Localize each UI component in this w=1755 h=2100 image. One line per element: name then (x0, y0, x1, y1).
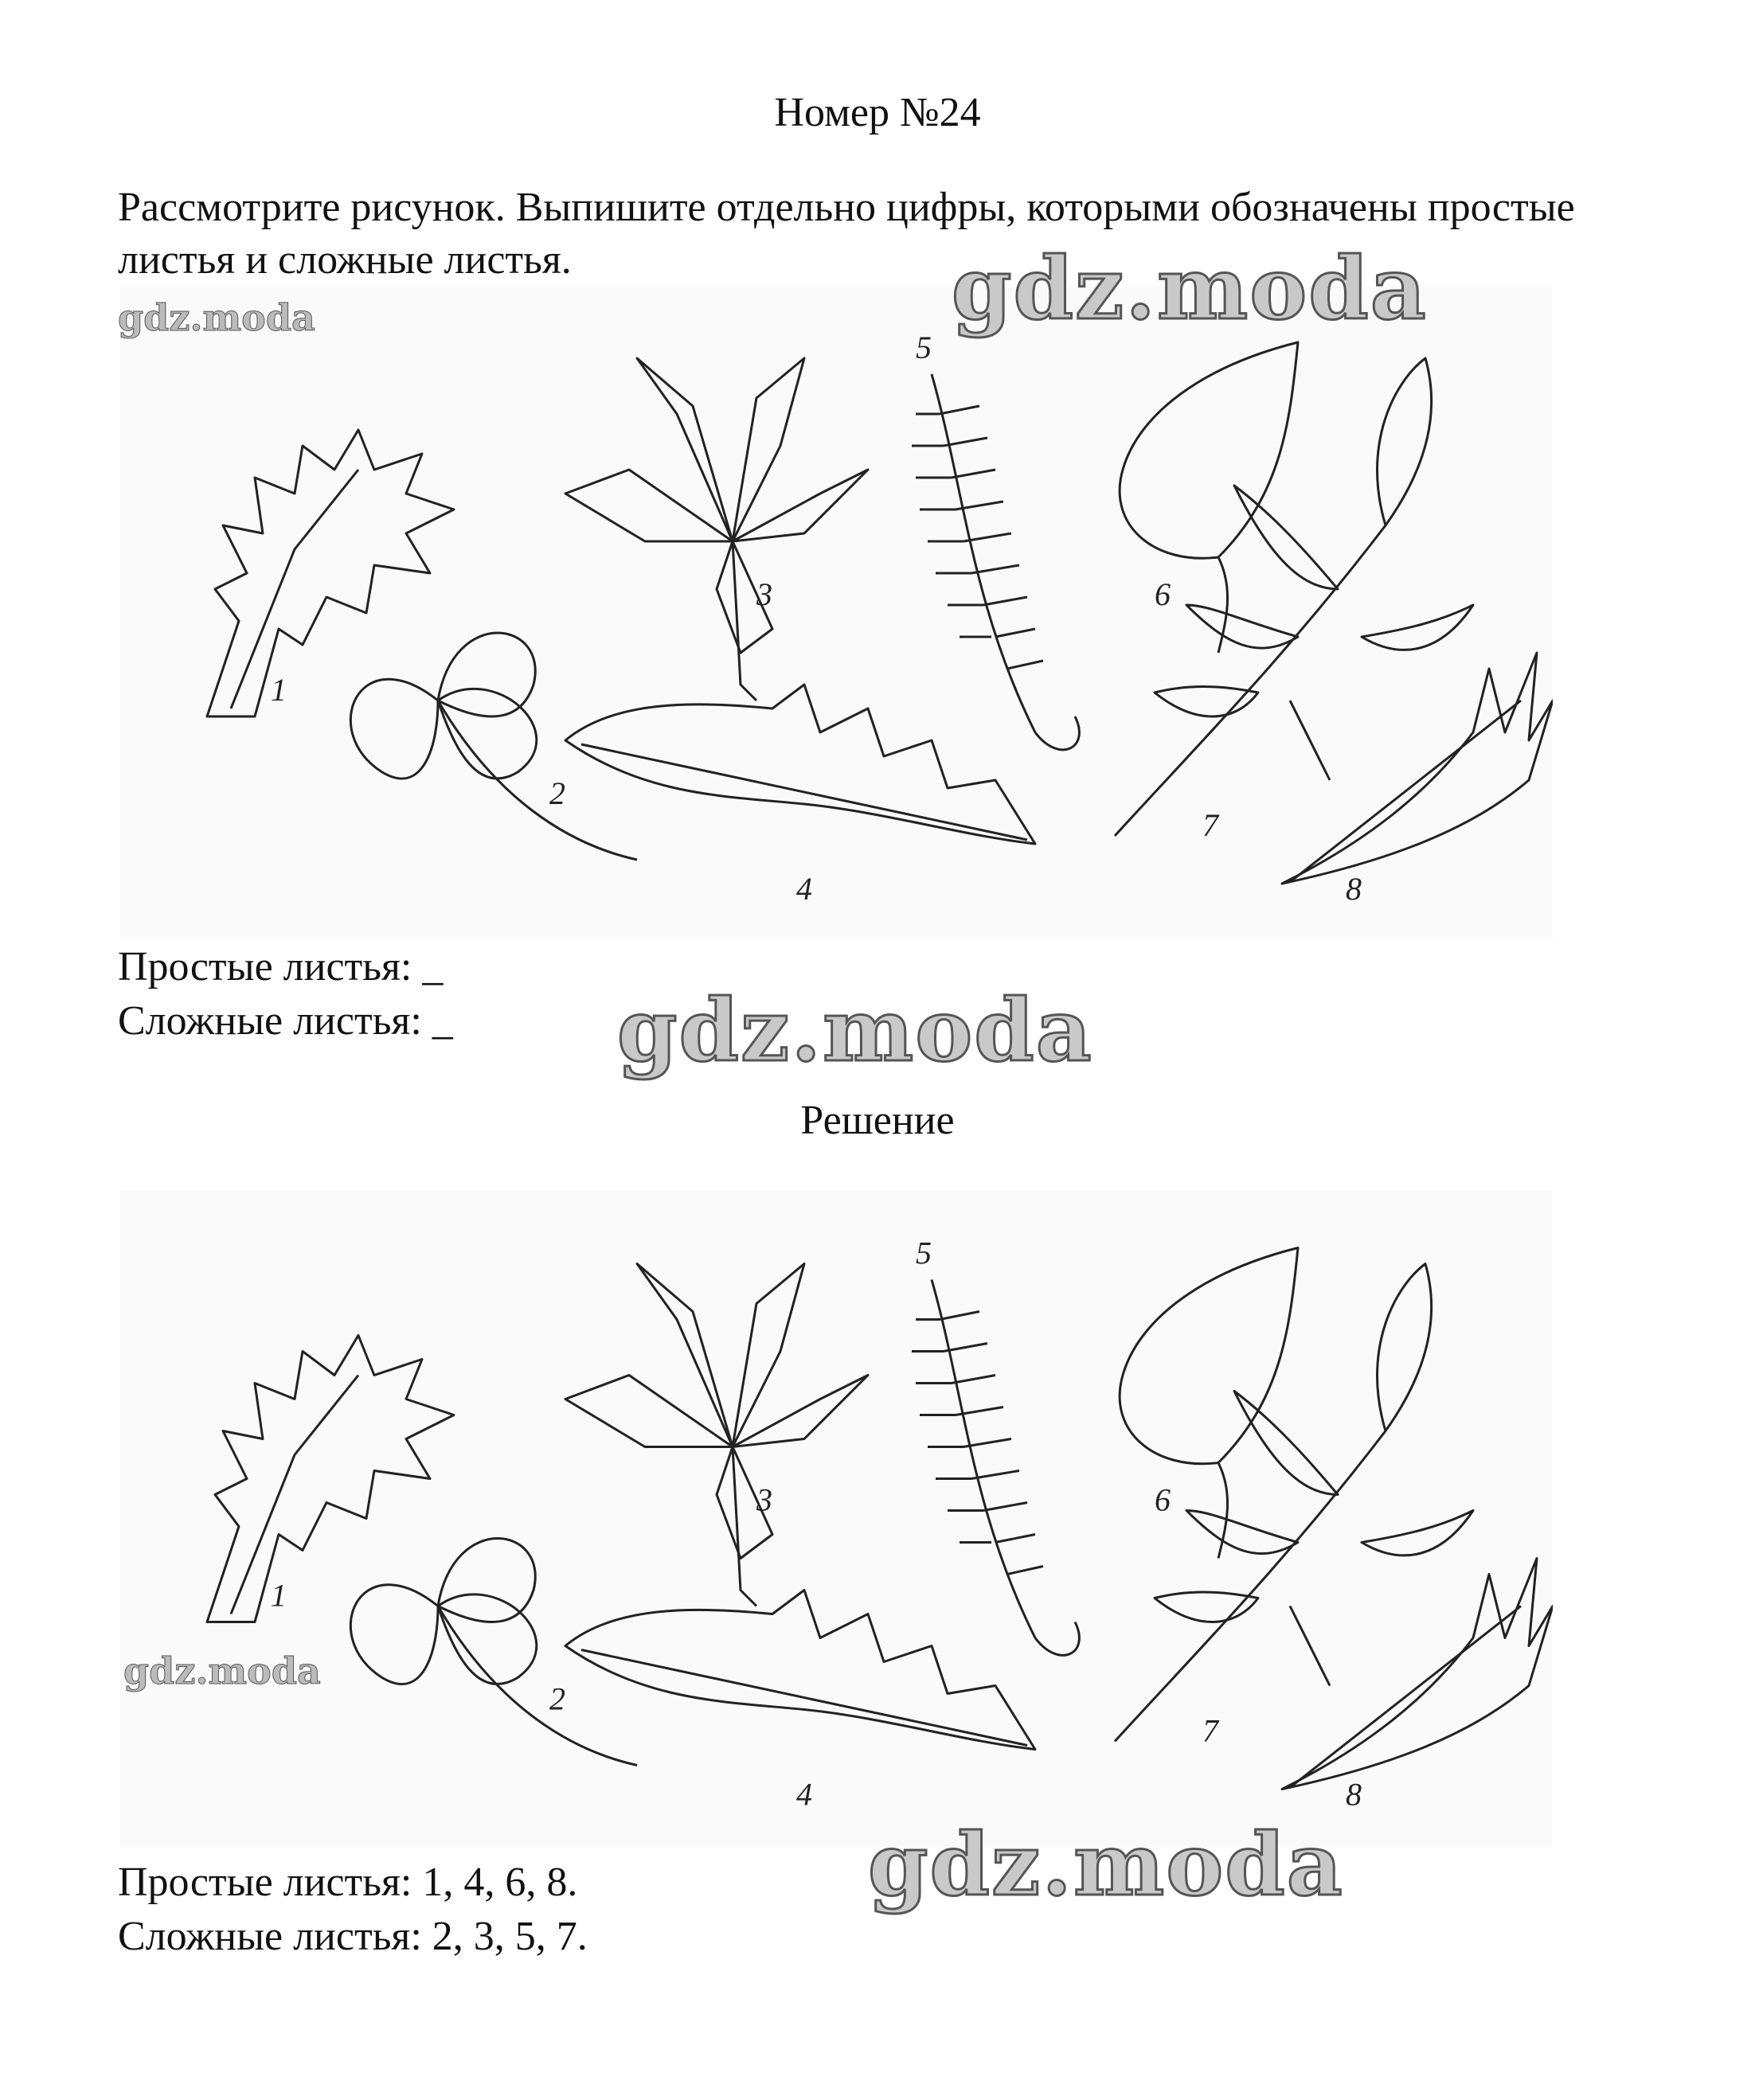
leaf-1-icon (207, 1336, 454, 1622)
leaf-label-1: 1 (271, 1577, 287, 1614)
leaf-label-7: 7 (1202, 807, 1218, 843)
solution-heading: Решение (800, 1098, 955, 1143)
watermark: gdz.moda (118, 296, 315, 339)
leaf-label-7: 7 (1202, 1712, 1218, 1749)
question-text: Рассмотрите рисунок. Выпишите отдельно цифры, которыми обозначены простые листья и сложные листья. (118, 185, 1575, 283)
leaf-label-1: 1 (271, 672, 287, 708)
leaf-label-8: 8 (1346, 1776, 1362, 1813)
leaves-figure-task (119, 287, 1553, 939)
leaf-5-icon (912, 374, 1079, 750)
leaf-label-4: 4 (796, 871, 812, 907)
leaf-label-8: 8 (1346, 871, 1362, 907)
leaf-label-4: 4 (796, 1776, 812, 1813)
leaf-label-3: 3 (756, 1481, 772, 1518)
compound-leaves-blank: Сложные листья: _ (118, 998, 453, 1044)
leaves-illustration-solution (119, 1190, 1553, 1847)
leaf-3-icon (565, 358, 868, 701)
watermark: gdz.moda (952, 239, 1428, 339)
leaf-6-icon (1120, 342, 1298, 653)
leaf-label-6: 6 (1155, 576, 1171, 612)
simple-leaves-blank: Простые листья: _ (118, 944, 444, 989)
leaf-label-2: 2 (549, 1680, 565, 1717)
simple-leaves-answer: Простые листья: 1, 4, 6, 8. (118, 1860, 578, 1905)
leaf-label-6: 6 (1155, 1481, 1171, 1518)
leaf-6-icon (1120, 1248, 1298, 1559)
leaf-4-icon (565, 1591, 1035, 1750)
leaf-label-5: 5 (916, 1235, 932, 1271)
leaf-3-icon (565, 1264, 868, 1606)
leaf-5-icon (912, 1280, 1079, 1656)
leaf-label-3: 3 (756, 576, 772, 612)
compound-leaves-answer: Сложные листья: 2, 3, 5, 7. (118, 1914, 588, 1959)
watermark: gdz.moda (617, 981, 1093, 1081)
leaf-label-5: 5 (916, 330, 932, 365)
watermark: gdz.moda (868, 1815, 1344, 1915)
watermark: gdz.moda (123, 1649, 321, 1692)
leaf-label-2: 2 (549, 775, 565, 811)
page-title: Номер №24 (774, 90, 981, 135)
leaf-4-icon (565, 685, 1035, 844)
leaves-figure-solution (119, 1190, 1553, 1847)
leaves-illustration (119, 287, 1553, 939)
leaf-1-icon (207, 430, 454, 716)
